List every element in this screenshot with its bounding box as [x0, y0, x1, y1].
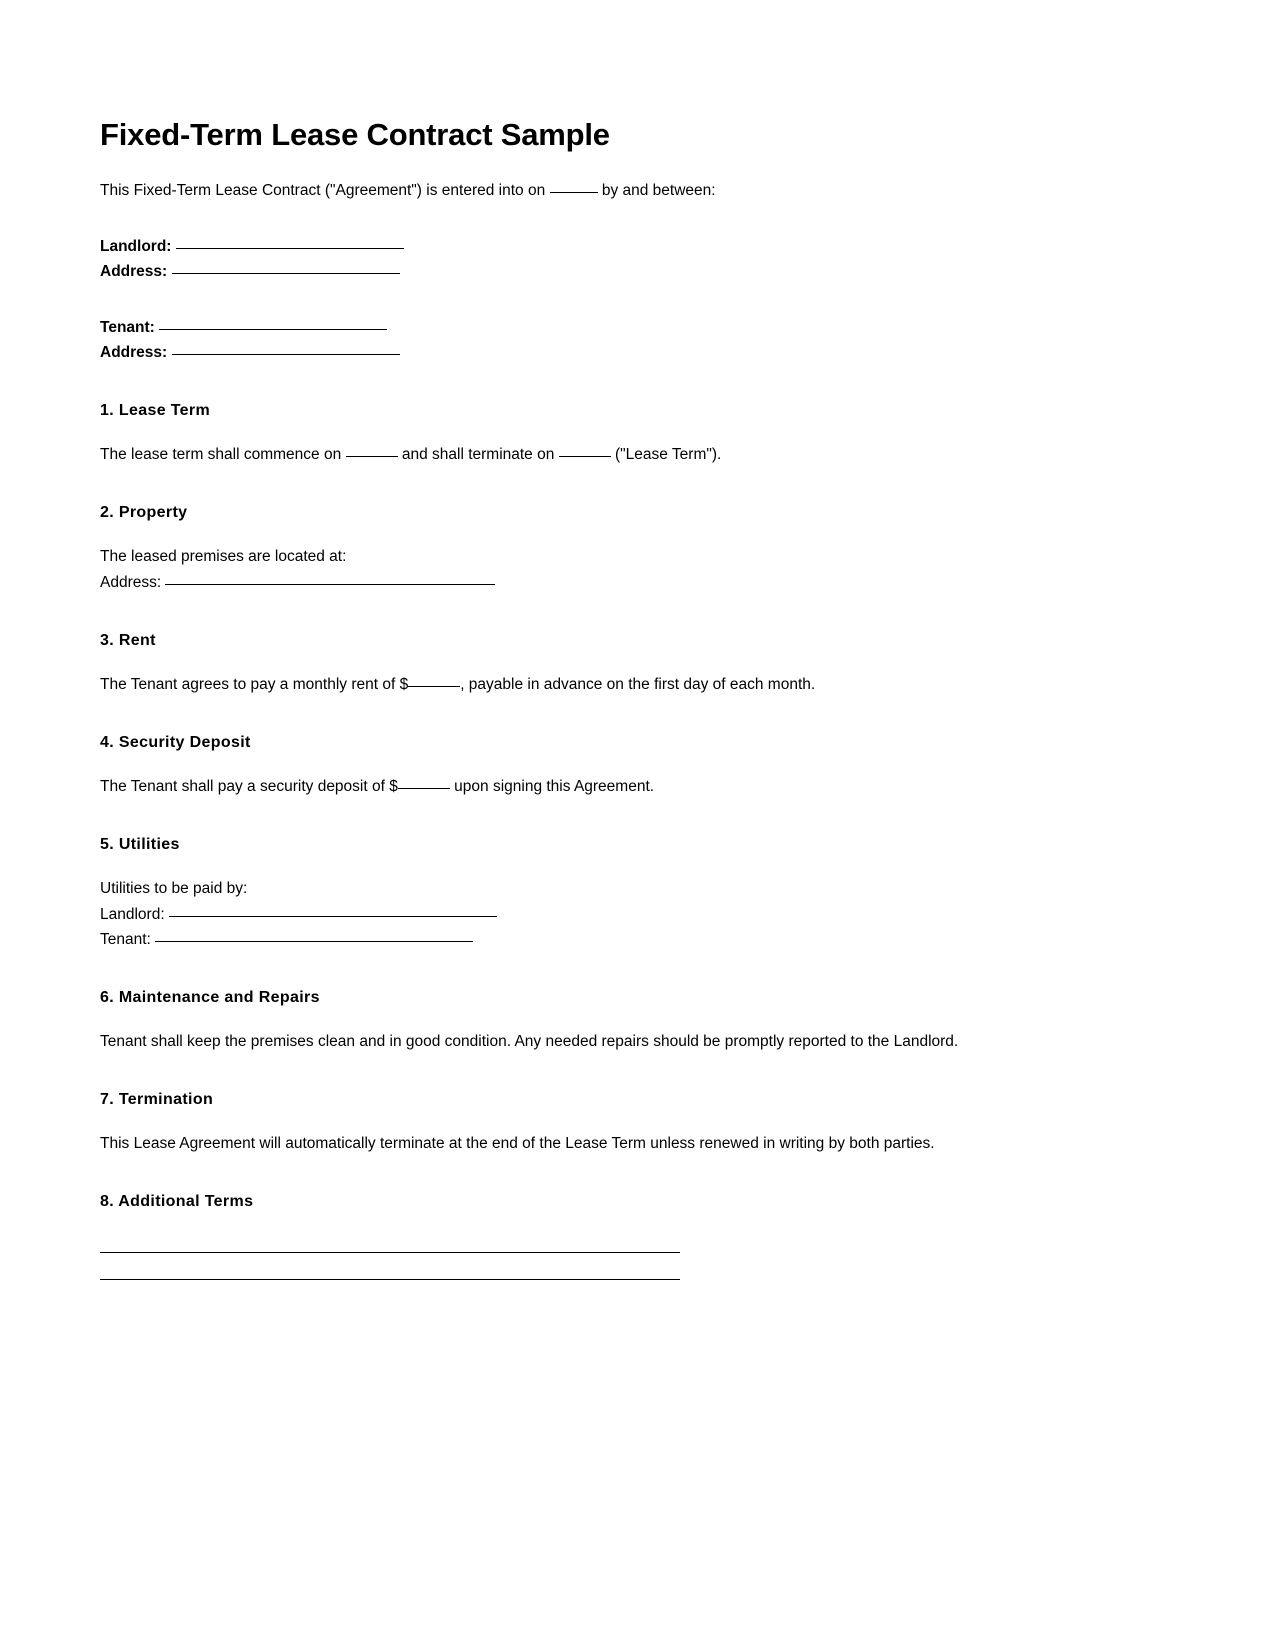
security-deposit-amount-blank[interactable]	[398, 788, 450, 789]
section-heading-security-deposit: 4. Security Deposit	[100, 734, 251, 751]
section-body-utilities	[100, 876, 1163, 951]
property-address-blank[interactable]	[165, 584, 495, 585]
intro-paragraph	[100, 180, 1163, 202]
section-termination	[100, 1090, 1163, 1156]
section-heading-utilities: 5. Utilities	[100, 836, 180, 854]
property-intro-line: The leased premises are located at:	[100, 548, 347, 566]
section-heading-termination: 7. Termination	[100, 1091, 214, 1109]
section-heading-lease-term: 1. Lease Term	[100, 402, 211, 419]
tenant-label: Tenant:	[100, 318, 155, 336]
additional-terms-blank-lines	[100, 1252, 1163, 1280]
section-additional-terms	[100, 1192, 1163, 1279]
monthly-rent-amount-blank[interactable]	[408, 686, 460, 687]
section-body-lease-term	[100, 442, 1163, 467]
lease-term-text-1: The lease term shall commence on	[100, 446, 342, 464]
section-heading-property: 2. Property	[100, 504, 188, 522]
landlord-name-row	[100, 234, 1163, 259]
utilities-tenant-label: Tenant:	[100, 930, 151, 948]
section-security-deposit	[100, 733, 1163, 799]
utilities-landlord-label: Landlord:	[100, 905, 165, 923]
tenant-name-blank[interactable]	[159, 329, 387, 330]
landlord-name-blank[interactable]	[176, 248, 404, 249]
section-property	[100, 503, 1163, 594]
agreement-date-blank[interactable]	[550, 192, 598, 193]
section-heading-additional-terms: 8. Additional Terms	[100, 1193, 254, 1211]
landlord-address-label: Address:	[100, 262, 168, 280]
tenant-address-blank[interactable]	[172, 354, 400, 355]
rent-text-1: The Tenant agrees to pay a monthly rent of $	[100, 675, 409, 693]
lease-term-text-2: and shall terminate on	[401, 446, 555, 464]
deposit-text-1: The Tenant shall pay a security deposit of $	[100, 778, 398, 796]
section-heading-maintenance-and-repairs: 6. Maintenance and Repairs	[100, 988, 320, 1006]
tenant-name-row	[100, 315, 1163, 340]
lease-term-text-3: ("Lease Term").	[614, 446, 722, 464]
utilities-intro-line: Utilities to be paid by:	[100, 880, 248, 898]
tenant-address-row	[100, 340, 1163, 365]
section-heading-rent: 3. Rent	[100, 631, 156, 649]
section-body-rent	[100, 672, 1163, 697]
deposit-text-2: upon signing this Agreement.	[454, 778, 655, 796]
section-rent	[100, 631, 1163, 697]
landlord-address-blank[interactable]	[172, 273, 400, 274]
section-maintenance-and-repairs	[100, 988, 1163, 1054]
lease-commence-date-blank[interactable]	[346, 456, 398, 457]
additional-terms-line-1[interactable]	[100, 1252, 680, 1253]
utilities-landlord-row	[100, 902, 1163, 927]
intro-text-before: This Fixed-Term Lease Contract ("Agreement") is entered into on	[100, 182, 546, 200]
section-body-termination: This Lease Agreement will automatically terminate at the end of the Lease Term unless renewed in writing by both parties.	[100, 1135, 935, 1153]
utilities-landlord-blank[interactable]	[169, 916, 497, 917]
section-body-maintenance-and-repairs: Tenant shall keep the premises clean and in good condition. Any needed repairs should be promptly reported to the Landlord.	[100, 1033, 959, 1050]
landlord-party-block	[100, 234, 1163, 284]
page-title: Fixed-Term Lease Contract Sample	[100, 117, 610, 152]
rent-text-2: , payable in advance on the first day of each month.	[460, 675, 816, 693]
utilities-tenant-row	[100, 927, 1163, 952]
intro-text-after: by and between:	[601, 182, 716, 200]
section-body-property	[100, 544, 1163, 594]
property-address-label: Address:	[100, 573, 162, 591]
landlord-address-row	[100, 259, 1163, 284]
property-address-row	[100, 570, 1163, 595]
section-utilities	[100, 835, 1163, 952]
tenant-address-label: Address:	[100, 343, 168, 361]
section-body-security-deposit	[100, 774, 1163, 799]
utilities-tenant-blank[interactable]	[155, 941, 473, 942]
landlord-label: Landlord:	[100, 237, 172, 255]
section-lease-term	[100, 401, 1163, 467]
additional-terms-line-2[interactable]	[100, 1279, 680, 1280]
tenant-party-block	[100, 315, 1163, 365]
lease-terminate-date-blank[interactable]	[559, 456, 611, 457]
